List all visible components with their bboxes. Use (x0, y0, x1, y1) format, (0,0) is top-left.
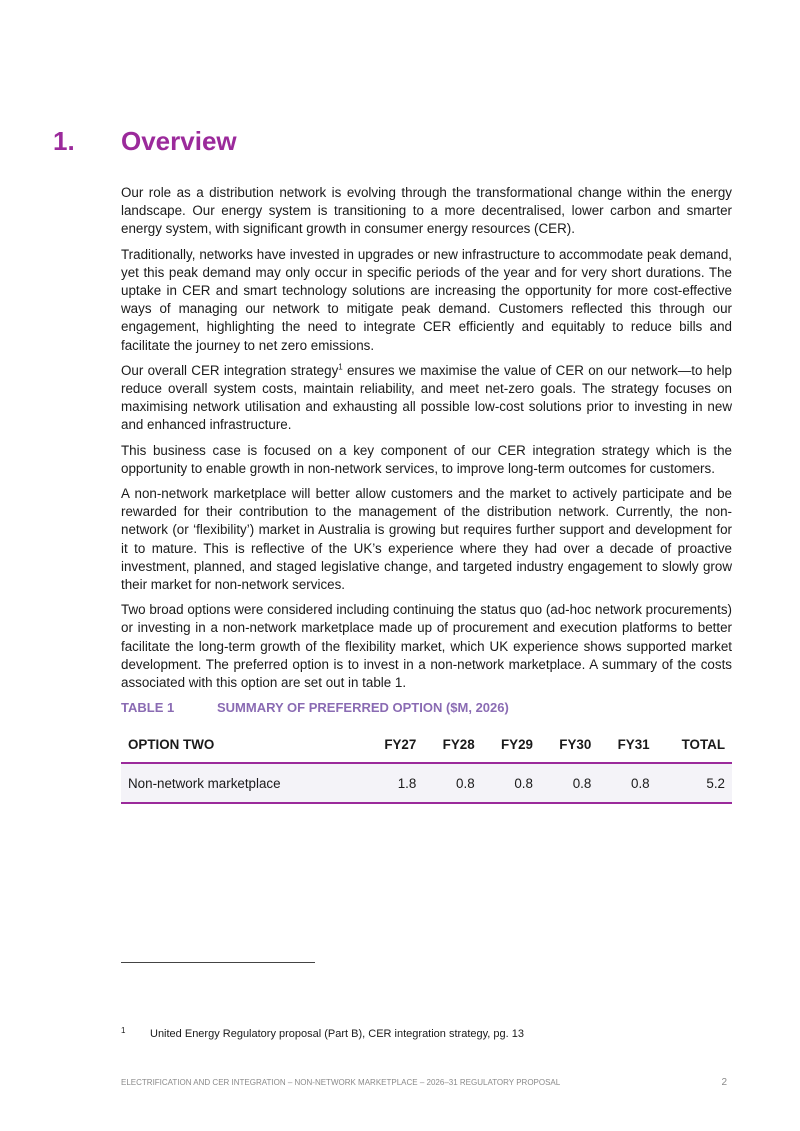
table-cell-option: Non-network marketplace (121, 763, 365, 803)
paragraph (121, 362, 732, 435)
paragraph: Two broad options were considered including continuing the status quo (ad-hoc network procurements) or investing in a non-network marketplace made up of procurement and execution platforms to better facilitate the long-term growth of the flexibility market, which UK experience shows supported market development. The preferred option is to invest in a non-network marketplace. A summary of the costs associated with this option are set out in table 1. (121, 602, 732, 691)
footnote-divider (121, 962, 315, 963)
paragraph-text: Our overall CER integration strategy (121, 362, 339, 378)
paragraph: A non-network marketplace will better allow customers and the market to actively participate and be rewarded for their contribution to the management of the distribution network. Currently, the non-network (or ‘flexibility’) market in Australia is growing but requires further support and development for it to mature. This is reflective of the UK’s experience where they had over a decade of proactive investment, planned, and staged legislative change, and targeted industry engagement to slowly grow their market for non-network services. (121, 486, 732, 593)
section-heading (53, 124, 753, 160)
column-header-fy30: FY30 (540, 727, 598, 763)
page-number: 2 (721, 1077, 727, 1088)
paragraph-text: ensures we maximise the value of CER on our network—to help reduce overall system costs, maintain reliability, and meet net-zero goals. The strategy focuses on maximising network utilisation and exhausting all possible low-cost solutions prior to investing in new and enhanced infrastructure. (121, 362, 732, 433)
table-cell-total: 5.2 (657, 763, 732, 803)
table-cell: 0.8 (482, 763, 540, 803)
column-header-total: TOTAL (657, 727, 732, 763)
summary-table (121, 727, 732, 804)
footnote-text: United Energy Regulatory proposal (Part B), CER integration strategy, pg. 13 (150, 1028, 524, 1040)
section-title: Overview (121, 126, 237, 156)
table-cell: 1.8 (365, 763, 423, 803)
paragraph: This business case is focused on a key component of our CER integration strategy which is the opportunity to enable growth in non-network services, to improve long-term outcomes for customers. (121, 442, 732, 476)
table-cell: 0.8 (540, 763, 598, 803)
column-header-fy28: FY28 (423, 727, 481, 763)
table-caption-text: SUMMARY OF PREFERRED OPTION ($M, 2026) (217, 700, 509, 715)
column-header-fy27: FY27 (365, 727, 423, 763)
column-header-fy31: FY31 (598, 727, 656, 763)
column-header-option: OPTION TWO (121, 727, 365, 763)
table-cell: 0.8 (598, 763, 656, 803)
paragraph: Our role as a distribution network is evolving through the transformational change within the energy landscape. Our energy system is transitioning to a more decentralised, lower carbon and smarter energy system, with significant growth in consumer energy resources (CER). (121, 185, 732, 237)
paragraph: Traditionally, networks have invested in upgrades or new infrastructure to accommodate peak demand, yet this peak demand may only occur in specific periods of the year and for very short durations. The uptake in CER and smart technology solutions are increasing the opportunity for more cost-effective ways of managing our network to mitigate peak demand. Customers reflected this through our engagement, highlighting the need to integrate CER efficiently and equitably to reduce bills and facilitate the journey to net zero emissions. (121, 246, 732, 353)
footer-text: ELECTRIFICATION AND CER INTEGRATION – NON-NETWORK MARKETPLACE – 2026–31 REGULATORY PROPOSAL (121, 1078, 561, 1087)
footnote-reference[interactable]: 1 (338, 362, 343, 372)
table-cell: 0.8 (423, 763, 481, 803)
table-caption (121, 700, 732, 720)
table-label: TABLE 1 (121, 700, 175, 715)
table-row (121, 763, 732, 803)
column-header-fy29: FY29 (482, 727, 540, 763)
body-text (121, 184, 732, 699)
table-header-row (121, 727, 732, 763)
footnote-mark: 1 (121, 1026, 126, 1035)
section-number: 1. (53, 126, 75, 156)
